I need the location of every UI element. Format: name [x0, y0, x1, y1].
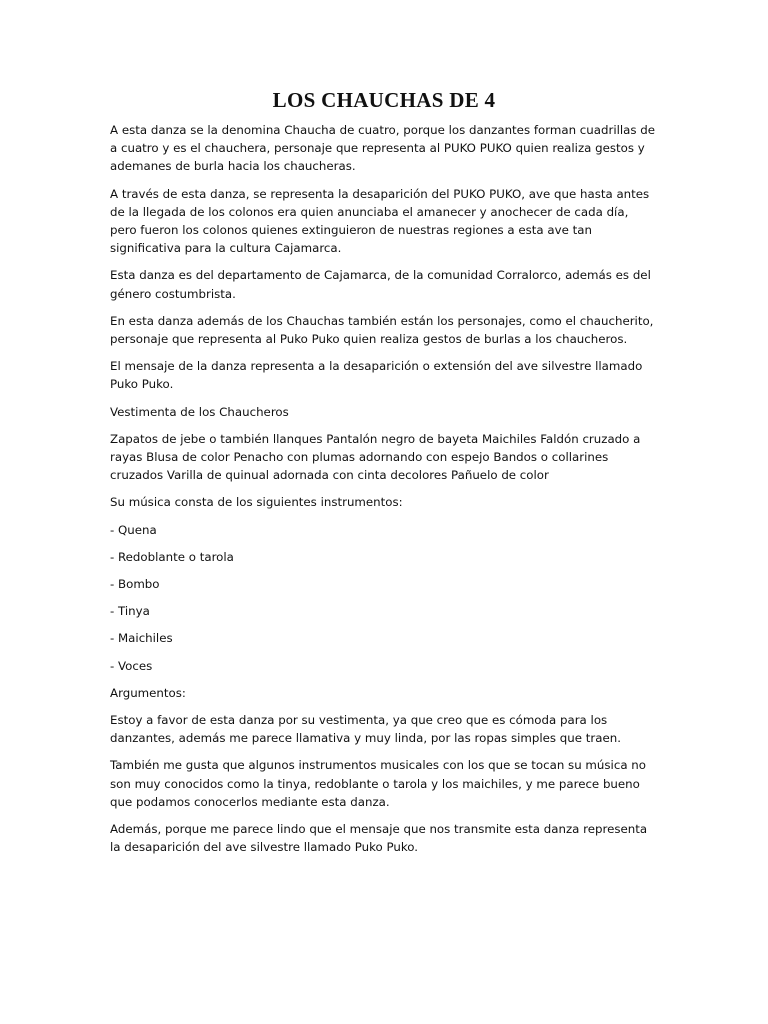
list-item-instrument: - Redoblante o tarola: [110, 549, 234, 564]
section-heading-vestimenta: Vestimenta de los Chaucheros: [110, 404, 289, 419]
page-title: LOS CHAUCHAS DE 4: [272, 88, 496, 112]
list-item-instrument: - Maichiles: [110, 631, 173, 646]
paragraph-message: El mensaje de la danza representa a la desaparición o extensión del ave silvestre llamado Puko Puko.: [110, 359, 643, 392]
paragraph-characters: En esta danza además de los Chauchas también están los personajes, como el chaucherito, personaje que representa al Puko Puko quien realiza gestos de burlas a los chaucheros.: [110, 313, 654, 347]
list-item-instrument: - Tinya: [110, 604, 150, 619]
section-heading-argumentos: Argumentos:: [110, 685, 186, 700]
paragraph-argument-2: También me gusta que algunos instrumentos musicales con los que se tocan su música no son muy conocidos como la tinya, redoblante o tarola y los maichiles, y me parece bueno que podamos conocerlos mediante esta danza.: [110, 758, 646, 809]
paragraph-argument-3: Además, porque me parece lindo que el mensaje que nos transmite esta danza representa la desaparición del ave silvestre llamado Puko Puko.: [110, 822, 648, 855]
paragraph-argument-1: Estoy a favor de esta danza por su vestimenta, ya que creo que es cómoda para los danzantes, además me parece llamativa y muy linda, por las ropas simples que traen.: [110, 713, 621, 746]
paragraph-origin: Esta danza es del departamento de Cajamarca, de la comunidad Corralorco, además es del género costumbrista.: [110, 268, 651, 301]
paragraph-vestimenta: Zapatos de jebe o también llanques Pantalón negro de bayeta Maichiles Faldón cruzado a rayas Blusa de color Penacho con plumas adornando con espejo Bandos o collarines cruzados Varilla de quinual adornada con cinta decolores Pañuelo de color: [110, 431, 641, 483]
paragraph-history: A través de esta danza, se representa la desaparición del PUKO PUKO, ave que hasta antes de la llegada de los colonos era quien anunciaba el amanecer y anochecer de cada día, pero fueron los colonos quienes extinguieron de nuestras regiones a esta ave tan significativa para la cultura Cajamarca.: [110, 186, 650, 256]
list-item-instrument: - Bombo: [110, 577, 160, 592]
list-item-instrument: - Quena: [110, 522, 157, 537]
document-body: [110, 121, 658, 866]
list-item-instrument: - Voces: [110, 658, 153, 673]
paragraph-intro: A esta danza se la denomina Chaucha de cuatro, porque los danzantes forman cuadrillas de a cuatro y es el chauchera, personaje que representa al PUKO PUKO quien realiza gestos y ademanes de burla hacia los chaucheras.: [110, 123, 656, 174]
paragraph-music-intro: Su música consta de los siguientes instrumentos:: [110, 495, 403, 510]
